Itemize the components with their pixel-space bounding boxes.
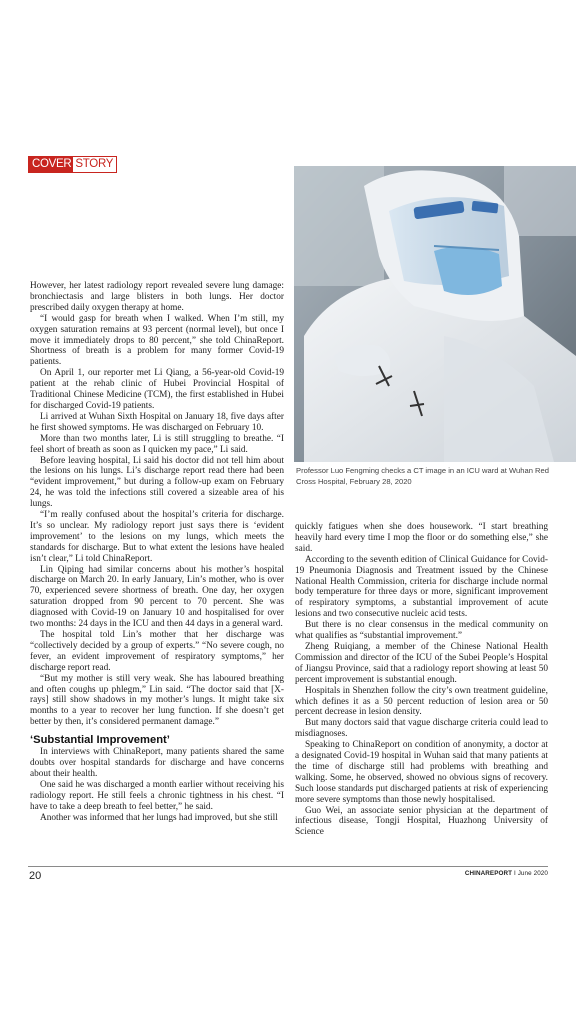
paragraph: “I would gasp for breath when I walked. When I’m still, my oxygen saturation remains at 93 percent (normal level), but once I move it immediately drops to 80 percent,” she told ChinaReport. Shortness of breath is a problem for many former Covid-19 patients. bbox=[30, 313, 284, 368]
paragraph: But there is no clear consensus in the medical community on what qualifies as “substantial improvement.” bbox=[295, 620, 548, 642]
issue-date: June 2020 bbox=[517, 870, 548, 877]
article-photo bbox=[294, 166, 576, 462]
footer-separator: I bbox=[513, 870, 516, 877]
page-number: 20 bbox=[29, 870, 42, 882]
paragraph: Hospitals in Shenzhen follow the city’s own treatment guideline, which defines it as a 50 percent reduction of lesion area or 50 percent decrease in lesion density. bbox=[295, 685, 548, 718]
photo-caption: Professor Luo Fengming checks a CT image in an ICU ward at Wuhan Red Cross Hospital, February 28, 2020 bbox=[296, 466, 549, 486]
paragraph: “I’m really confused about the hospital’s criteria for discharge. It’s so unclear. My radiology report just says there is ‘evident improvement’ to the lesions on my lungs, which meets the standards for discharge. But to what extent the lesions have healed isn’t clear,” Li told ChinaReport. bbox=[30, 510, 284, 564]
footer-rule bbox=[28, 866, 548, 867]
paragraph: But many doctors said that vague discharge criteria could lead to misdiagnoses. bbox=[295, 718, 548, 740]
paragraph: Lin Qiping had similar concerns about his mother’s hospital discharge on March 20. In early January, Lin’s mother, who is over 70, experienced severe shortness of breath. One day, her oxygen saturation dropped from 90 percent to 70 percent. She was diagnosed with Covid-19 on January 10 and hospitalised for over two months: 24 days in the ICU and then 44 days in a general ward. bbox=[30, 564, 284, 630]
paragraph: Zheng Ruiqiang, a member of the Chinese National Health Commission and director of the ICU of the Subei People’s Hospital of Jiangsu Province, said that a radiology report showing at least 50 percent improvement is substantial enough. bbox=[295, 641, 548, 685]
footer-publication bbox=[465, 870, 548, 877]
paragraph: More than two months later, Li is still struggling to breathe. “I feel short of breath as soon as I quicken my pace,” Li said. bbox=[30, 433, 284, 455]
article-left-column bbox=[30, 281, 284, 824]
paragraph: One said he was discharged a month earlier without receiving his radiology report. He still feels a chronic tightness in his chest. “I have to take a deep breath to feel better,” he said. bbox=[30, 779, 284, 812]
paragraph: Speaking to ChinaReport on condition of anonymity, a doctor at a designated Covid-19 hospital in Wuhan said that many patients at the time of discharge still had problems with breathing and walking. Some, he observed, showed no obvious signs of recovery. Such loose standards put discharged patients at risk of experiencing more severe symptoms than those newly hospitalised. bbox=[295, 740, 548, 805]
paragraph: Before leaving hospital, Li said his doctor did not tell him about the lesions on his lungs. Li’s discharge report read there had been “evident improvement,” but during a follow-up exam on February 24, he was told the infections still covered a sizeable area of his lungs. bbox=[30, 455, 284, 510]
paragraph: The hospital told Lin’s mother that her discharge was “collectively decided by a group of experts.” “No severe cough, no fever, an evident improvement of respiratory symptoms,” her discharge report read. bbox=[30, 630, 284, 673]
paragraph: Guo Wei, an associate senior physician at the department of infectious disease, Tongji Hospital, Huazhong University of Science bbox=[295, 805, 548, 838]
section-label-story: STORY bbox=[73, 157, 116, 172]
article-right-column bbox=[295, 522, 548, 838]
paragraph: Another was informed that her lungs had improved, but she still bbox=[40, 812, 278, 823]
paragraph: Li arrived at Wuhan Sixth Hospital on January 18, five days after he first showed symptoms. He was discharged on February 10. bbox=[30, 411, 284, 433]
section-subheading: ‘Substantial Improvement’ bbox=[30, 734, 170, 747]
photo-illustration bbox=[294, 166, 576, 462]
paragraph: However, her latest radiology report revealed severe lung damage: bronchiectasis and large blisters in both lungs. Her doctor prescribed daily oxygen therapy at home. bbox=[30, 281, 284, 313]
section-label-cover: COVER bbox=[29, 157, 73, 172]
paragraph: According to the seventh edition of Clinical Guidance for Covid-19 Pneumonia Diagnosis and Treatment issued by the Chinese National Health Commission, criteria for discharge include normal body temperature for three days or more, significant improvement of respiratory symptoms, a substantial improvement of acute lesions and two consecutive nucleic acid tests. bbox=[295, 554, 548, 620]
section-label bbox=[28, 156, 117, 173]
paragraph: On April 1, our reporter met Li Qiang, a 56-year-old Covid-19 patient at the rehab clinic of Hubei Provincial Hospital of Traditional Chinese Medicine (TCM), the first established in Hubei for discharged Covid-19 patients. bbox=[30, 368, 284, 411]
paragraph: “But my mother is still very weak. She has laboured breathing and often coughs up phlegm,” Lin said. “The doctor said that [X-rays] still show shadows in my mother’s lungs. It might take six months to a year to recover her lung function. If she doesn’t get better by then, it’s considered permanent damage.” bbox=[30, 673, 284, 728]
paragraph: quickly fatigues when she does housework. “I start breathing heavily hard every time I mop the floor or do something else,” she said. bbox=[295, 522, 548, 554]
publication-name: CHINAREPORT bbox=[464, 870, 513, 877]
paragraph: In interviews with ChinaReport, many patients shared the same doubts over hospital standards for discharge and have concerns about their health. bbox=[30, 747, 284, 779]
